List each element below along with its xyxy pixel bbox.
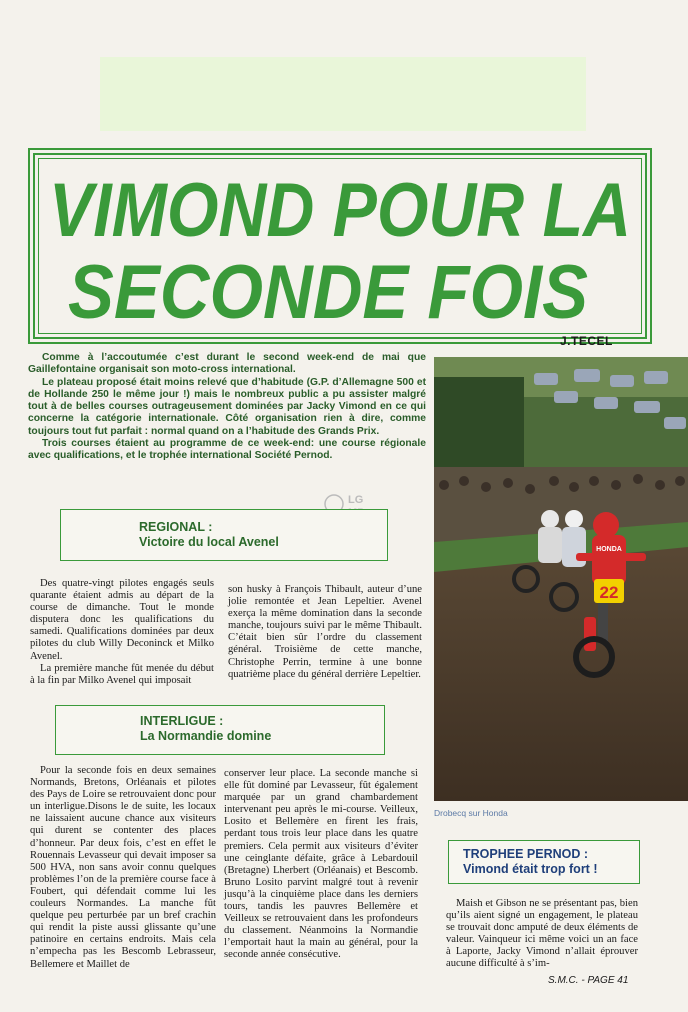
byline: J.TECEL — [560, 334, 613, 348]
trophee-column — [446, 898, 638, 971]
intro-paragraph: Comme à l’accoutumée c’est durant le second week-end de mai que Gaillefontaine organisait son moto-cross international. — [28, 352, 426, 376]
race-photo — [434, 357, 688, 801]
regional-heading-box — [60, 509, 388, 561]
interligue-column-2 — [224, 768, 418, 962]
body-paragraph: Des quatre-vingt pilotes engagés seuls quarante étaient admis au départ de la course de dimanche. Tout le monde disputera donc les qualifications du samedi. Qualifications dominées par deux pilotes du club Willy Deconinck et Milko Avenel. — [30, 578, 214, 662]
body-paragraph: Pour la seconde fois en deux semaines Normands, Bretons, Orléanais et pilotes des Pays de Loire se retrouvaient donc pour un interligue.Disons le de suite, les locaux ne laissaient aucune chance aux visiteurs qui durent se contenter des places d’honneur. Par deux fois, c’est en effet le Rouennais Levasseur qui devait imposer sa 500 HVA, non sans avoir connu quelques problèmes l’on de la première course face à Foubert, qui défendait comme lui les couleurs Normandes. La manche fût quelque peu perturbée par un bref crachin qui rendit la piste aussi glissante qu’une patinoire en certains endroits. Mais cela n’empecha pas les Bescomb Lebrasseur, Bellemere et Maillet de — [30, 765, 216, 970]
interligue-heading-box — [55, 705, 385, 755]
intro-paragraph: Le plateau proposé était moins relevé que d’habitude (G.P. d’Allemagne 500 et de Hollande 250 le même jour !) mais le nombreux public a pu assister malgré tout à de belles courses outrageusement dominées par Jacky Vimond en ce qui concerne la catégorie internationale. Côté organisation rien à dire, comme toujours tout fut parfait : normal quand on a l’habitude des Grands Prix. — [28, 376, 426, 437]
title-graphic — [28, 148, 652, 344]
trophee-heading-box — [448, 840, 640, 884]
body-paragraph: conserver leur place. La seconde manche si elle fût dominé par Levasseur, fût également marquée par un grand chambardement intervenant peu après le mi-course. Veilleux, Losito et Bellemère en firent les frais, perdant tous trois leur place dans les quatre premiers. Cela permit aux visiteurs d’éviter une ceinglante défaite, grâce à Lebardouil (Bretagne) Lherbert (Orléanais) et Bescomb. Bruno Losito parvint malgré tout à revenir jusqu’à la cinquième place dans les derniers tours, tandis les pauvres Bellemère et Veilleux se retrouvaient dans les profondeurs du classement. Néanmoins la Normandie l’emportait haut la main au général, pour la seconde année consécutive. — [224, 768, 418, 961]
intro-paragraph: Trois courses étaient au programme de ce week-end: une course régionale avec qualifications, et le trophée international Société Pernod. — [28, 438, 426, 462]
interligue-heading-1: INTERLIGUE : — [140, 714, 224, 728]
logo-text-1: LG — [348, 494, 364, 506]
trophee-heading-2: Vimond était trop fort ! — [463, 862, 598, 876]
jersey-text: HONDA — [596, 546, 622, 553]
photo-caption: Drobecq sur Honda — [434, 808, 508, 818]
regional-heading-2: Victoire du local Avenel — [139, 535, 279, 549]
title-line-1: VIMOND POUR LA — [49, 168, 631, 253]
interligue-heading-2: La Normandie domine — [140, 729, 272, 743]
page-footer: S.M.C. - PAGE 41 — [548, 975, 629, 986]
interligue-column-1 — [30, 765, 216, 971]
trophee-heading-1: TROPHEE PERNOD : — [463, 847, 589, 861]
top-color-band — [100, 57, 586, 131]
regional-column-1 — [30, 578, 214, 687]
title-line-2: SECONDE FOIS — [68, 250, 588, 335]
body-paragraph: La première manche fût menée du début à la fin par Milko Avenel qui imposait — [30, 662, 214, 686]
number-plate: 22 — [599, 583, 619, 602]
regional-column-2 — [228, 584, 422, 681]
body-paragraph: Maish et Gibson ne se présentant pas, bien qu’ils aient signé un engagement, le plateau se trouvait donc amputé de deux éléments de valeur. Vainqueur ici même voici un an face à Laporte, Jacky Vimond n’allait éprouver aucune difficulté à s’im- — [446, 898, 638, 970]
regional-heading-1: REGIONAL : — [139, 520, 213, 534]
body-paragraph: son husky à François Thibault, auteur d’une jolie remontée et Jean Lepeltier. Avenel exerça la même domination dans la seconde manche, toujours suivi par le même Thibault. C’était bien sûr l’ordre du classement général. Troisième de cette manche, Christophe Perrin, termine à une bonne quatrième place du général derrière Lepeltier. — [228, 584, 422, 680]
intro-text — [28, 352, 426, 463]
